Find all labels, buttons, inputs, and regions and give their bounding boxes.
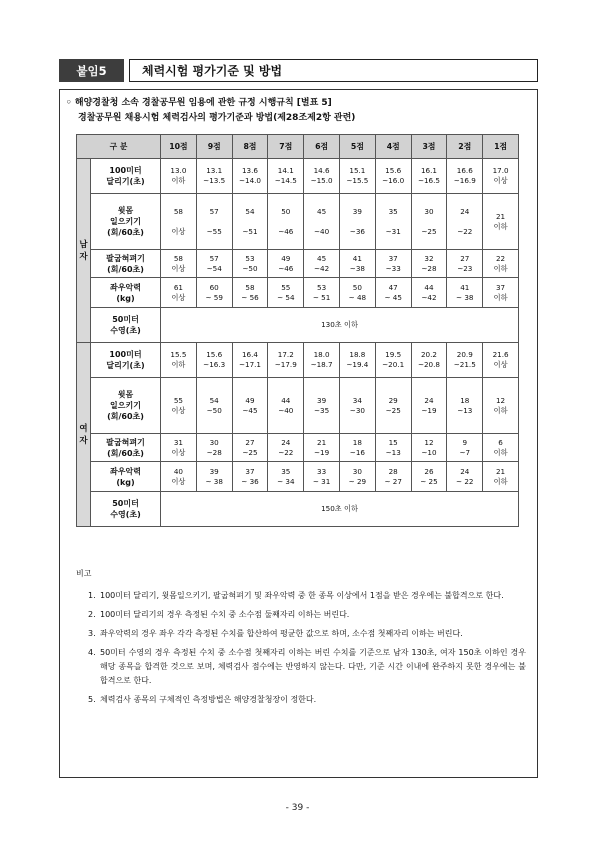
- score-cell: 32 ~28: [411, 250, 447, 278]
- score-cell: 15.6 ~16.0: [375, 159, 411, 194]
- page-number: - 39 -: [285, 803, 310, 813]
- table-row: [77, 343, 519, 378]
- score-cell: 27 ~25: [232, 434, 268, 462]
- pass-standard: 150초 이하: [161, 492, 519, 527]
- remark-item: 1. 100미터 달리기, 윗몸일으키기, 팔굽혀펴기 및 좌우악력 중 한 종목 이상에서 1점을 받은 경우에는 불합격으로 한다.: [88, 591, 504, 600]
- score-header: 10점: [161, 135, 197, 159]
- score-cell: 20.9 ~21.5: [447, 343, 483, 378]
- score-cell: 21 이하: [483, 194, 519, 250]
- table-row: [77, 308, 519, 343]
- score-cell: 35 ~ 34: [268, 462, 304, 492]
- gender-label: 남 자: [77, 159, 91, 343]
- score-cell: 13.0 이하: [161, 159, 197, 194]
- intro-line-2: 경찰공무원 채용시험 체력검사의 평가기준과 방법(제28조제2항 관련): [78, 113, 356, 123]
- header-title: 체력시험 평가기준 및 방법: [129, 59, 538, 82]
- table-row: [77, 194, 519, 250]
- score-cell: 12 ~10: [411, 434, 447, 462]
- page-header: [59, 59, 538, 82]
- table-row: [77, 492, 519, 527]
- score-cell: 57 ~54: [196, 250, 232, 278]
- remark-item: 3. 좌우악력의 경우 좌우 각각 측정된 수치를 합산하여 평균한 값으로 하며, 소수점 첫째자리 이하는 버린다.: [88, 629, 463, 638]
- score-cell: 35 ~31: [375, 194, 411, 250]
- score-cell: 16.1 ~16.5: [411, 159, 447, 194]
- score-cell: 30 ~ 29: [339, 462, 375, 492]
- remark-item: 4. 50미터 수영의 경우 측정된 수치 중 소수점 첫째자리 이하는 버린 수치를 기준으로 남자 130초, 여자 150초 이하인 경우 해당 종목을 합격한 것으로 보며, 체력검사 점수에는 반영하지 않는다. 다만, 기준 시간 이내에 완주하지 못한 경우에는 불합격으로 한다.: [88, 648, 526, 685]
- attachment-tag: 붙임5: [59, 59, 124, 82]
- score-cell: 60 ~ 59: [196, 278, 232, 308]
- score-header: 8점: [232, 135, 268, 159]
- gender-label: 여 자: [77, 343, 91, 527]
- event-label: 팔굽혀펴기 (회/60초): [91, 250, 161, 278]
- event-label: 윗몸 일으키기 (회/60초): [91, 194, 161, 250]
- score-cell: 47 ~ 45: [375, 278, 411, 308]
- header-corner: 구 분: [77, 135, 161, 159]
- event-label: 팔굽혀펴기 (회/60초): [91, 434, 161, 462]
- score-cell: 16.4 ~17.1: [232, 343, 268, 378]
- score-cell: 15 ~13: [375, 434, 411, 462]
- remarks-heading: 비고: [76, 569, 92, 578]
- table-row: [77, 250, 519, 278]
- table-row: [77, 462, 519, 492]
- score-cell: 41 ~ 38: [447, 278, 483, 308]
- score-cell: 26 ~ 25: [411, 462, 447, 492]
- table-row: [77, 278, 519, 308]
- score-cell: 14.6 ~15.0: [304, 159, 340, 194]
- fitness-standards-table: [76, 134, 519, 527]
- event-label: 100미터 달리기(초): [91, 159, 161, 194]
- score-cell: 45 ~40: [304, 194, 340, 250]
- score-cell: 44 ~40: [268, 378, 304, 434]
- remark-item: 5. 체력검사 종목의 구체적인 측정방법은 해양경찰청장이 정한다.: [88, 695, 317, 704]
- score-cell: 39 ~35: [304, 378, 340, 434]
- event-label: 윗몸 일으키기 (회/60초): [91, 378, 161, 434]
- score-cell: 61 이상: [161, 278, 197, 308]
- score-cell: 31 이상: [161, 434, 197, 462]
- score-cell: 9 ~7: [447, 434, 483, 462]
- score-cell: 6 이하: [483, 434, 519, 462]
- score-header: 9점: [196, 135, 232, 159]
- score-cell: 27 ~23: [447, 250, 483, 278]
- score-cell: 21.6 이상: [483, 343, 519, 378]
- score-cell: 24 ~ 22: [447, 462, 483, 492]
- score-cell: 16.6 ~16.9: [447, 159, 483, 194]
- score-cell: 15.1 ~15.5: [339, 159, 375, 194]
- score-cell: 58 이상: [161, 194, 197, 250]
- score-cell: 39 ~36: [339, 194, 375, 250]
- score-cell: 21 이하: [483, 462, 519, 492]
- score-cell: 17.2 ~17.9: [268, 343, 304, 378]
- score-cell: 29 ~25: [375, 378, 411, 434]
- score-cell: 58 이상: [161, 250, 197, 278]
- score-header: 7점: [268, 135, 304, 159]
- score-header: 6점: [304, 135, 340, 159]
- score-cell: 19.5 ~20.1: [375, 343, 411, 378]
- score-cell: 18 ~16: [339, 434, 375, 462]
- score-cell: 33 ~ 31: [304, 462, 340, 492]
- intro-text: [66, 96, 526, 126]
- score-cell: 21 ~19: [304, 434, 340, 462]
- score-cell: 37 이하: [483, 278, 519, 308]
- score-cell: 53 ~ 51: [304, 278, 340, 308]
- event-label: 좌우악력 (kg): [91, 278, 161, 308]
- score-cell: 24 ~22: [447, 194, 483, 250]
- remark-item: 2. 100미터 달리기의 경우 측정된 수치 중 소수점 둘째자리 이하는 버린다.: [88, 610, 350, 619]
- score-cell: 39 ~ 38: [196, 462, 232, 492]
- table-row: [77, 434, 519, 462]
- score-cell: 50 ~ 48: [339, 278, 375, 308]
- score-cell: 37 ~ 36: [232, 462, 268, 492]
- table-row: [77, 378, 519, 434]
- score-cell: 18.0 ~18.7: [304, 343, 340, 378]
- score-cell: 49 ~45: [232, 378, 268, 434]
- score-cell: 55 이상: [161, 378, 197, 434]
- score-cell: 18.8 ~19.4: [339, 343, 375, 378]
- score-header: 1점: [483, 135, 519, 159]
- score-header: 2점: [447, 135, 483, 159]
- event-label: 100미터 달리기(초): [91, 343, 161, 378]
- score-cell: 34 ~30: [339, 378, 375, 434]
- score-cell: 20.2 ~20.8: [411, 343, 447, 378]
- pass-standard: 130초 이하: [161, 308, 519, 343]
- event-label: 좌우악력 (kg): [91, 462, 161, 492]
- score-cell: 53 ~50: [232, 250, 268, 278]
- score-cell: 54 ~51: [232, 194, 268, 250]
- score-cell: 40 이상: [161, 462, 197, 492]
- score-cell: 30 ~25: [411, 194, 447, 250]
- score-cell: 13.1 ~13.5: [196, 159, 232, 194]
- event-label: 50미터 수영(초): [91, 492, 161, 527]
- score-cell: 15.6 ~16.3: [196, 343, 232, 378]
- score-header: 3점: [411, 135, 447, 159]
- score-header: 5점: [339, 135, 375, 159]
- score-cell: 57 ~55: [196, 194, 232, 250]
- score-cell: 15.5 이하: [161, 343, 197, 378]
- event-label: 50미터 수영(초): [91, 308, 161, 343]
- score-cell: 45 ~42: [304, 250, 340, 278]
- score-cell: 12 이하: [483, 378, 519, 434]
- score-cell: 41 ~38: [339, 250, 375, 278]
- score-cell: 37 ~33: [375, 250, 411, 278]
- score-cell: 24 ~19: [411, 378, 447, 434]
- score-cell: 55 ~ 54: [268, 278, 304, 308]
- table-header-row: [77, 135, 519, 159]
- score-cell: 30 ~28: [196, 434, 232, 462]
- intro-line-1: ◦ 해양경찰청 소속 경찰공무원 임용에 관한 규정 시행규칙 [별표 5]: [66, 98, 332, 108]
- score-cell: 49 ~46: [268, 250, 304, 278]
- remarks-section: [76, 567, 526, 712]
- score-cell: 50 ~46: [268, 194, 304, 250]
- score-header: 4점: [375, 135, 411, 159]
- score-cell: 54 ~50: [196, 378, 232, 434]
- score-cell: 18 ~13: [447, 378, 483, 434]
- score-cell: 24 ~22: [268, 434, 304, 462]
- table-row: [77, 159, 519, 194]
- score-cell: 14.1 ~14.5: [268, 159, 304, 194]
- score-cell: 44 ~42: [411, 278, 447, 308]
- score-cell: 22 이하: [483, 250, 519, 278]
- score-cell: 28 ~ 27: [375, 462, 411, 492]
- score-cell: 13.6 ~14.0: [232, 159, 268, 194]
- score-cell: 17.0 이상: [483, 159, 519, 194]
- score-cell: 58 ~ 56: [232, 278, 268, 308]
